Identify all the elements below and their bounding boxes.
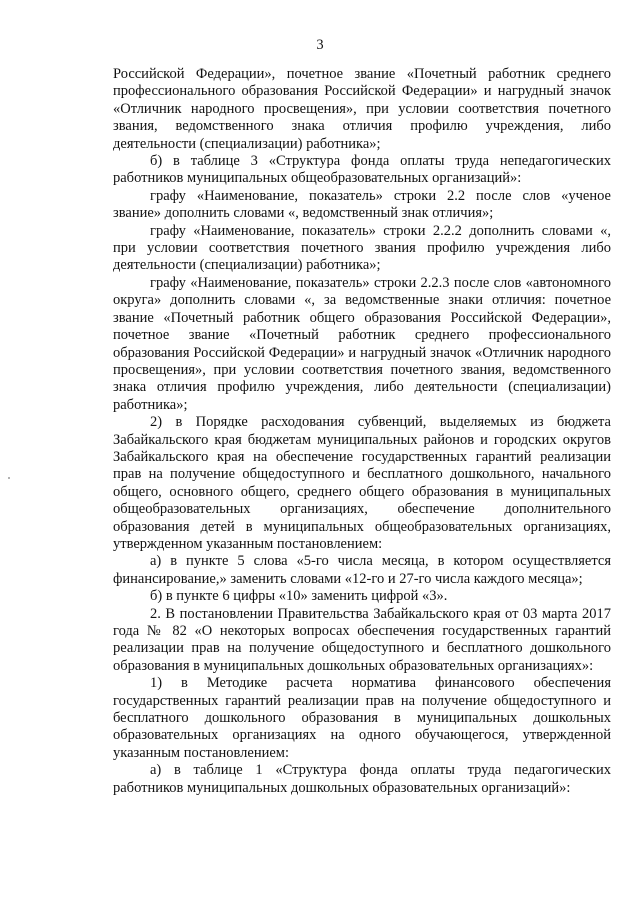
- page-number: 3: [316, 37, 324, 53]
- paragraph: а) в пункте 5 слова «5-го числа месяца, в котором осуществляется финансирование,» заменить словами «12-го и 27-го числа каждого месяца»;: [113, 553, 611, 587]
- paragraph: а) в таблице 1 «Структура фонда оплаты труда педагогических работников муниципальных дошкольных образовательных организаций»:: [113, 762, 611, 796]
- paragraph: графу «Наименование, показатель» строки 2.2.2 дополнить словами «, при условии соответствия почетного звания профилю учреждения либо деятельности (специализации) работника»;: [113, 222, 611, 274]
- paragraph: б) в таблице 3 «Структура фонда оплаты труда непедагогических работников муниципальных общеобразовательных организаций»:: [113, 153, 611, 187]
- paragraph: б) в пункте 6 цифры «10» заменить цифрой «3».: [150, 588, 448, 605]
- scan-speck: [8, 477, 10, 479]
- paragraph: Российской Федерации», почетное звание «Почетный работник среднего профессионального образования Российской Федерации» и нагрудный значок «Отличник народного просвещения», при условии соответствия почетного звания, ведомственного знака отличия профилю учреждения, либо деятельности (специализации) работника»;: [113, 66, 611, 152]
- paragraph: графу «Наименование, показатель» строки 2.2.3 после слов «автономного округа» дополнить словами «, за ведомственные знаки отличия: почетное звание «Почетный работник общего образования Российской Федерации», почетное звание «Почетный работник среднего профессионального образования Российской Федерации» и нагрудный значок «Отличник народного просвещения», при условии соответствия почетного звания, ведомственного знака отличия профилю учреждения, либо деятельности (специализации) работника»;: [113, 274, 611, 413]
- paragraph: графу «Наименование, показатель» строки 2.2 после слов «ученое звание» дополнить словами «, ведомственный знак отличия»;: [113, 187, 611, 222]
- document-body: [113, 66, 611, 797]
- paragraph: 1) в Методике расчета норматива финансового обеспечения государственных гарантий реализации прав на получение общедоступного и бесплатного дошкольного образования в муниципальных дошкольных образовательных организациях на одного обучающегося, утвержденной указанным постановлением:: [113, 675, 611, 761]
- paragraph: 2. В постановлении Правительства Забайкальского края от 03 марта 2017 года № 82 «О некоторых вопросах обеспечения государственных гарантий реализации прав на получение общедоступного и бесплатного дошкольного образования в муниципальных дошкольных образовательных организациях»:: [113, 605, 611, 674]
- paragraph: 2) в Порядке расходования субвенций, выделяемых из бюджета Забайкальского края бюджетам муниципальных районов и городских округов Забайкальского края на обеспечение государственных гарантий реализации прав на получение общедоступного и бесплатного дошкольного, начального общего, основного общего, среднего общего образования в муниципальных общеобразовательных организациях, обеспечение дополнительного образования детей в муниципальных общеобразовательных организациях, утвержденном указанным постановлением:: [113, 414, 611, 552]
